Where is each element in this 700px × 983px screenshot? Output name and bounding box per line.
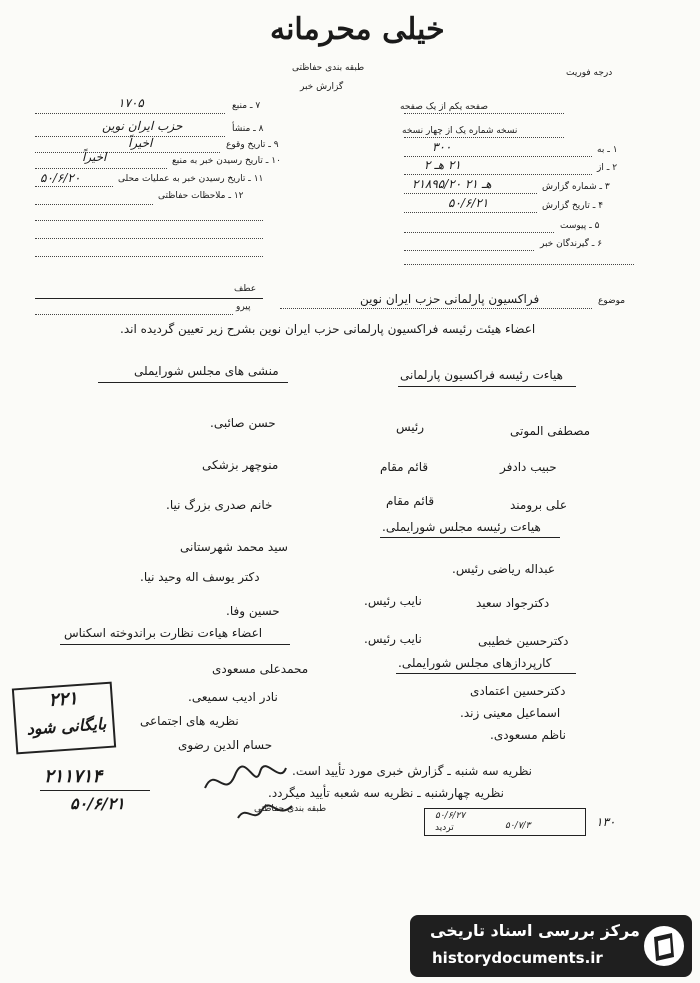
subject-label: موضوع (598, 296, 626, 306)
field-security-notes-label: ۱۲ ـ ملاحظات حفاظتی (158, 191, 244, 201)
ref-divider (35, 298, 263, 299)
signature-icon (236, 800, 296, 826)
from-line (404, 174, 592, 175)
member-role: قائم مقام (380, 460, 429, 474)
member-name: نادر ادیب سمیعی. (188, 690, 278, 704)
right-heading2-underline (380, 537, 560, 538)
report-date-line (404, 212, 537, 213)
watermark-logo (410, 915, 692, 977)
copy-number-label: نسخه شماره یک از چهار نسخه (402, 126, 518, 136)
urgency-label: درجه فوریت (566, 68, 613, 78)
subject-value: فراکسیون پارلمانی حزب ایران نوین (360, 292, 540, 306)
member-role: نایب رئیس. (364, 632, 422, 646)
right-section-heading-3: کارپردازهای مجلس شورایملی. (398, 656, 552, 670)
member-name: ناظم مسعودی. (490, 728, 567, 742)
watermark-title: مرکز بررسی اسناد تاریخی (430, 921, 640, 940)
member-name: حبیب دادفر (500, 460, 557, 474)
right-heading-underline (398, 386, 576, 387)
follow-line (35, 314, 233, 315)
archive-stamp-number: ۲۲۱ (48, 688, 79, 711)
field-event-date-label: ۹ ـ تاریخ وقوع (226, 140, 279, 150)
blank-line-3 (35, 256, 263, 257)
member-name: خانم صدری بزرگ نیا. (166, 498, 273, 512)
field-ops-received-value: ۵۰/۶/۲۰ (40, 171, 81, 185)
document-classification-title: خیلی محرمانه (270, 12, 445, 47)
page-number-130: ۱۳۰ (596, 815, 616, 829)
footer-box-date-2: ۵۰/۷/۳ (505, 821, 531, 831)
recipients-label: ۶ ـ گیرندگان خبر (540, 239, 603, 249)
page-count-label: صفحه یکم از یک صفحه (400, 102, 488, 112)
member-name: دکترجواد سعید (476, 596, 550, 610)
member-name: نظریه های اجتماعی (140, 714, 239, 728)
page-count-line (404, 113, 564, 114)
member-name: مصطفی الموتی (510, 424, 591, 438)
report-number-line (404, 193, 537, 194)
member-name: حسن صائبی. (210, 416, 276, 430)
recipients-line (404, 250, 534, 251)
member-name: اسماعیل معینی زند. (460, 706, 561, 720)
left-section-heading-2: اعضاء هیاءت نظارت براندوخته اسکناس (64, 626, 263, 640)
footer-box-note: تردید (435, 823, 454, 833)
member-name: دکترحسین خطیبی (478, 634, 569, 648)
subject-line (280, 308, 592, 309)
left-section-heading: منشی های مجلس شورایملی (134, 364, 279, 378)
footer-note-1: نظریه سه شنبه ـ گزارش خبری مورد تأیید است. (292, 764, 532, 778)
report-date-value: ۵۰/۶/۲۱ (448, 196, 489, 210)
archive-stamp-text: بایگانی شود (26, 714, 107, 739)
field-ops-received-label: ۱۱ ـ تاریخ رسیدن خبر به عملیات محلی (118, 174, 264, 184)
footer-date-box (424, 808, 586, 836)
member-name: حسین وفا. (226, 604, 280, 618)
recipients-blank-line (404, 264, 634, 265)
attachment-line (404, 232, 554, 233)
right-section-heading-2: هیاءت رئیسه مجلس شورایملی. (382, 520, 541, 534)
member-name: منوچهر بزشکی (202, 458, 279, 472)
left-heading-underline (98, 382, 288, 383)
report-number-value: ۲۱۸۹۵/۲۰ هـ ۲۱ (412, 177, 492, 191)
field-source-received-label: ۱۰ ـ تاریخ رسیدن خبر به منبع (172, 156, 281, 166)
report-date-label: ۴ ـ تاریخ گزارش (542, 201, 604, 211)
to-value: ۳۰۰ (432, 140, 452, 154)
footer-note-2: نظریه چهارشنبه ـ نظریه سه شعبه تأیید میگردد. (268, 786, 504, 800)
member-role: رئیس (396, 420, 425, 434)
member-role: قائم مقام (386, 494, 435, 508)
field-source-received-value: اخیراً (82, 150, 107, 164)
member-name: محمدعلی مسعودی (212, 662, 309, 676)
member-name: عبداله ریاضی رئیس. (452, 562, 555, 576)
right-heading3-underline (396, 673, 576, 674)
field-source-line (35, 113, 225, 114)
field-source-value: ۱۷۰۵ (118, 96, 144, 110)
field-source-label: ۷ ـ منبع (232, 101, 261, 111)
blank-line-1 (35, 220, 263, 221)
field-origin-label: ۸ ـ منشأ (232, 124, 264, 134)
report-type-label: گزارش خبر (300, 82, 344, 92)
attachment-label: ۵ ـ پیوست (560, 221, 600, 231)
watermark-url: historydocuments.ir (432, 949, 603, 967)
signature-icon (200, 760, 290, 800)
member-name: سید محمد شهرستانی (180, 540, 288, 554)
member-name: دکتر یوسف اله وحید نیا. (140, 570, 260, 584)
left-heading2-underline (60, 644, 290, 645)
archive-number-bottom: ۵۰/۶/۲۱ (70, 794, 125, 813)
to-line (404, 156, 592, 157)
field-origin-value: حزب ایران نوین (102, 119, 183, 133)
field-ops-received-line (35, 186, 113, 187)
ref-label: عطف (234, 284, 257, 294)
to-label: ۱ ـ به (597, 145, 618, 155)
intro-text: اعضاء هیئت رئیسه فراکسیون پارلمانی حزب ایران نوین بشرح زیر تعیین گردیده اند. (120, 322, 536, 336)
field-event-date-line (35, 152, 220, 153)
member-name: علی برومند (510, 498, 568, 512)
member-role: نایب رئیس. (364, 594, 422, 608)
archive-number-top: ۲۱۱۷۱۴ (44, 766, 103, 787)
archive-number-underline (40, 790, 150, 791)
copy-number-line (404, 137, 564, 138)
field-event-date-value: اخیراً (128, 136, 153, 150)
field-security-notes-line (35, 204, 153, 205)
report-number-label: ۳ ـ شماره گزارش (542, 182, 610, 192)
right-section-heading: هیاءت رئیسه فراکسیون پارلمانی (400, 368, 564, 382)
member-name: حسام الدین رضوی (178, 738, 273, 752)
signature-classification-label: طبقه بندی حفاظتی (254, 804, 327, 814)
from-value: ۲۱ هـ ۲ (424, 158, 461, 172)
from-label: ۲ ـ از (597, 163, 618, 173)
archive-stamp (12, 682, 116, 755)
field-source-received-line (35, 168, 167, 169)
blank-line-2 (35, 238, 263, 239)
follow-label: پیرو (236, 302, 251, 312)
footer-box-date-1: ۵۰/۶/۲۷ (435, 811, 466, 821)
classification-subtitle: طبقه بندی حفاظتی (292, 63, 365, 73)
member-name: دکترحسین اعتمادی (470, 684, 566, 698)
archive-logo-icon (642, 923, 686, 969)
